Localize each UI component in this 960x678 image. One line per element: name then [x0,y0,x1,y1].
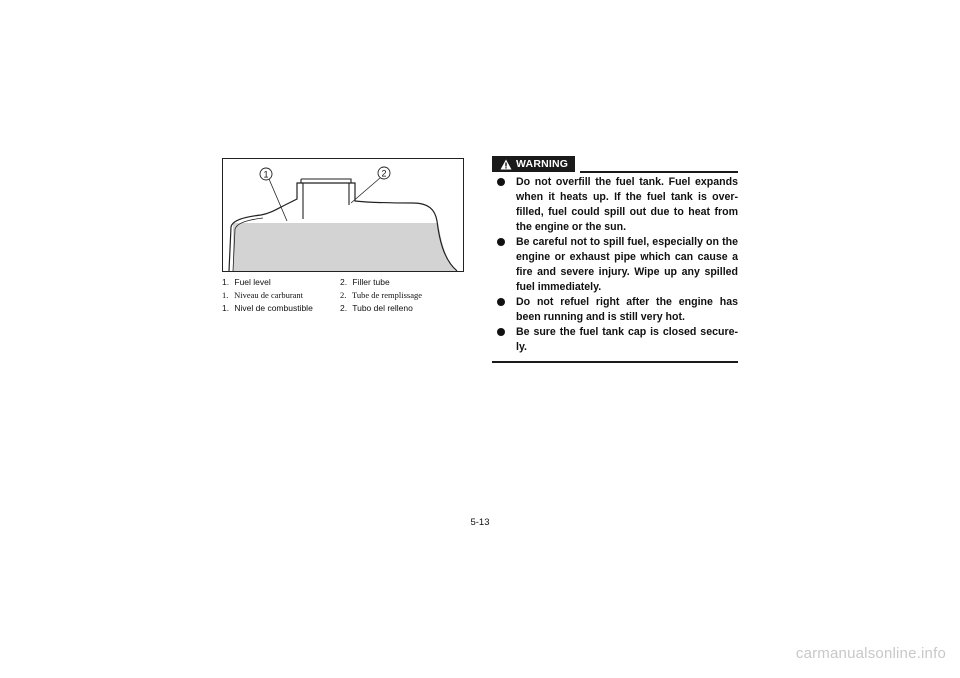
bullet-icon [497,298,505,306]
fuel-tank-illustration [222,158,464,272]
page-number: 5-13 [470,517,490,528]
legend-num: 1. [222,290,229,300]
legend-row-spanish [222,302,482,315]
warning-item [492,325,738,355]
legend-num: 1. [222,303,230,313]
legend-num: 1. [222,277,230,287]
warning-item [492,175,738,235]
legend-text-nivel: Nivel de combustible [234,303,313,313]
legend-num: 2. [340,277,348,287]
warning-item-text: Be careful not to spill fuel, especially on the engine or exhaust pipe which can cause a fire and severe injury. Wipe up any spilled fuel immediately. [516,236,738,293]
watermark: carmanualsonline.info [795,645,946,662]
legend-num: 2. [340,290,347,300]
figure-legend [222,276,482,315]
legend-text-niveau: Niveau de carburant [234,290,304,300]
legend-num: 2. [340,303,348,313]
legend-text-filler-tube: Filler tube [352,277,390,287]
bullet-icon [497,328,505,336]
bullet-icon [497,178,505,186]
warning-label: WARNING [516,158,569,170]
legend-text-fuel-level: Fuel level [234,277,271,287]
legend-row-french [222,289,482,302]
warning-triangle-icon [500,159,512,170]
warning-item-text: Do not overfill the fuel tank. Fuel expands when it heats up. If the fuel tank is over-filled, fuel could spill out due to heat from the engine or the sun. [516,176,738,233]
warning-box [492,156,738,363]
callout-1-leader [269,179,287,221]
warning-header [492,156,738,174]
fuel-tank-diagram [223,159,465,273]
fuel-area [233,223,455,271]
warning-item [492,295,738,325]
warning-label-tag [492,156,575,172]
legend-text-tube: Tube de remplissage [351,290,423,300]
bullet-icon [497,238,505,246]
callout-1-label: 1 [263,169,269,180]
legend-row-english [222,276,482,289]
warning-item-text: Do not refuel right after the engine has been running and is still very hot. [516,296,738,323]
legend-text-tubo: Tubo del relleno [352,303,413,313]
filler-tube [303,183,349,219]
warning-top-rule [580,171,738,173]
warning-item [492,235,738,295]
callout-2-label: 2 [381,168,387,179]
warning-list [492,175,738,355]
warning-item-text: Be sure the fuel tank cap is closed secure-ly. [516,326,738,353]
warning-bottom-rule [492,361,738,363]
